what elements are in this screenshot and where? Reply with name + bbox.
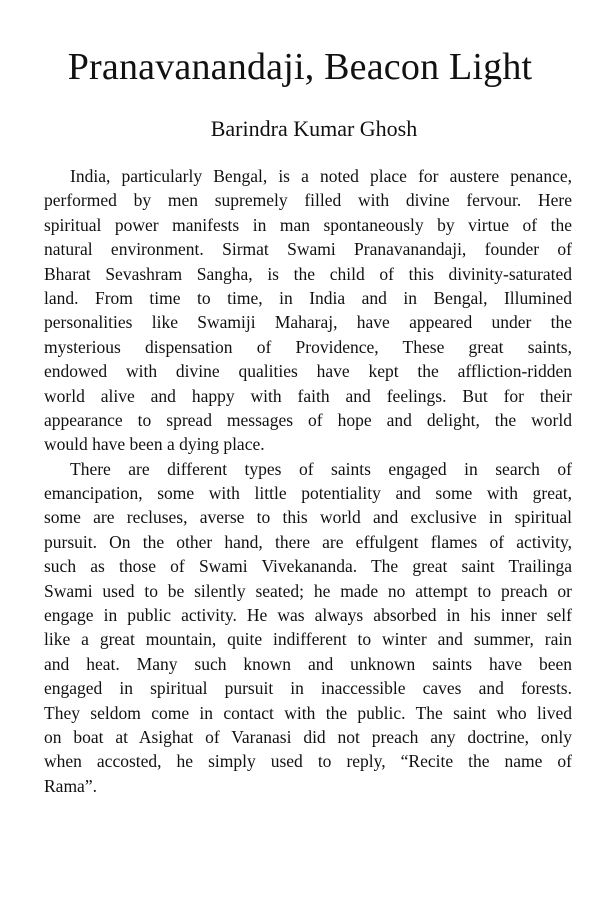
text-line: There are different types of saints engaged in search of: [70, 458, 572, 479]
text-line: Swami used to be silently seated; he made no attempt to preach or: [44, 580, 572, 601]
text-line: Bharat Sevashram Sangha, is the child of this divinity-saturated: [44, 263, 572, 284]
text-line: engaged in spiritual pursuit in inaccessible caves and forests.: [44, 678, 572, 699]
text-line: pursuit. On the other hand, there are effulgent flames of activity,: [44, 531, 572, 552]
text-line: would have been a dying place.: [44, 434, 265, 455]
author-name: Barindra Kumar Ghosh: [210, 116, 418, 141]
text-line: some are recluses, averse to this world and exclusive in spiritual: [44, 507, 572, 528]
text-line: land. From time to time, in India and in Bengal, Illumined: [44, 287, 572, 308]
text-line: performed by men supremely filled with divine fervour. Here: [44, 190, 572, 211]
paragraph-2: [44, 457, 572, 798]
text-line: natural environment. Sirmat Swami Pranavanandaji, founder of: [44, 239, 572, 260]
text-line: like a great mountain, quite indifferent to winter and summer, rain: [44, 629, 572, 650]
text-line: endowed with divine qualities have kept the affliction-ridden: [44, 361, 572, 382]
text-line: world alive and happy with faith and feelings. But for their: [44, 385, 572, 406]
paragraph-1: [44, 164, 572, 457]
text-line: India, particularly Bengal, is a noted place for austere penance,: [70, 166, 572, 186]
text-line: and heat. Many such known and unknown saints have been: [44, 653, 572, 674]
text-line: spiritual power manifests in man spontaneously by virtue of the: [44, 214, 572, 235]
article-title: Pranavanandaji, Beacon Light: [67, 46, 533, 88]
text-line: Rama”.: [44, 775, 97, 796]
text-line: mysterious dispensation of Providence, These great saints,: [44, 336, 572, 357]
text-line: They seldom come in contact with the public. The saint who lived: [44, 702, 572, 723]
text-line: on boat at Asighat of Varanasi did not preach any doctrine, only: [44, 726, 572, 747]
text-line: appearance to spread messages of hope and delight, the world: [44, 409, 572, 430]
text-line: emancipation, some with little potentiality and some with great,: [44, 483, 572, 504]
text-line: when accosted, he simply used to reply, “Recite the name of: [44, 751, 572, 772]
text-line: personalities like Swamiji Maharaj, have appeared under the: [44, 312, 572, 333]
text-line: such as those of Swami Vivekananda. The great saint Trailinga: [44, 556, 572, 577]
text-line: engage in public activity. He was always absorbed in his inner self: [44, 605, 572, 626]
article-body: [44, 164, 572, 798]
